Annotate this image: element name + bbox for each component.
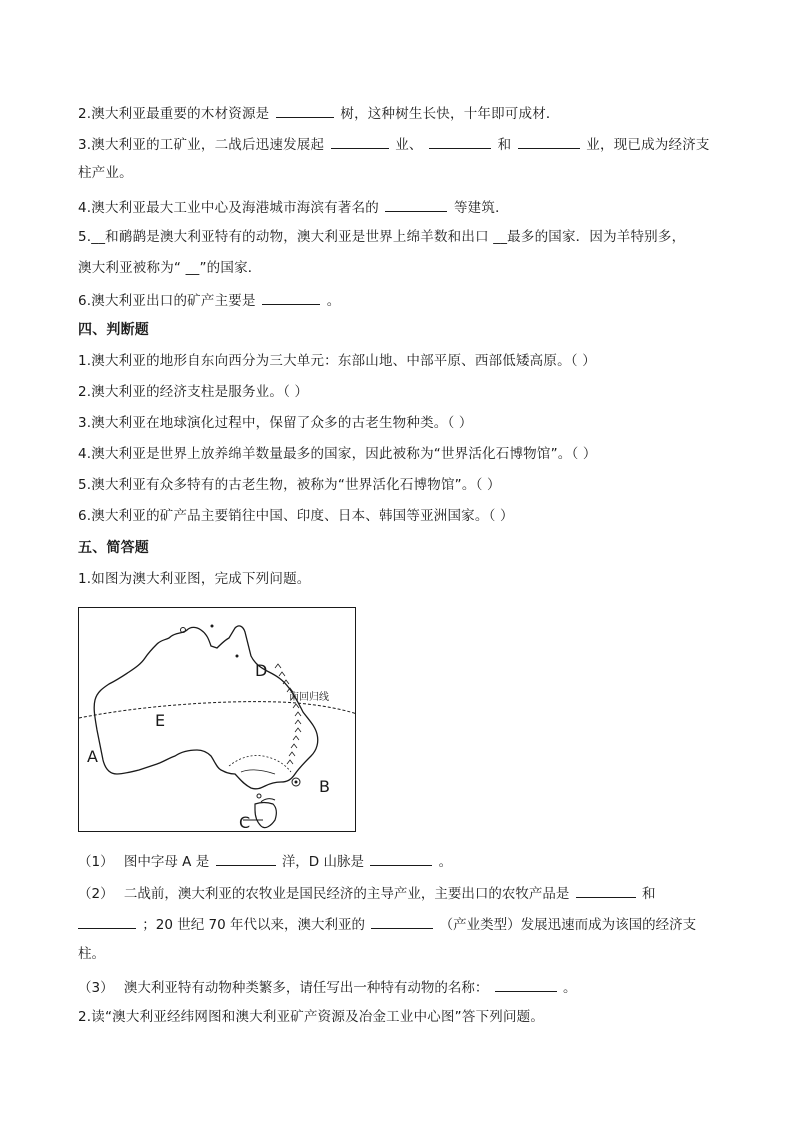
answer-blank[interactable] <box>262 290 320 305</box>
fill-q3-line2: 柱产业。 <box>78 165 133 181</box>
answer-blank[interactable] <box>276 103 334 118</box>
map-label-e: E <box>155 711 166 730</box>
short-q1-sub2: （2） 二战前，澳大利亚的农牧业是国民经济的主导产业，主要出口的农牧产品是 和 <box>78 883 655 903</box>
short-q1-sub2-line3: 柱。 <box>78 946 105 962</box>
judge-item-3: 3.澳大利亚在地球演化过程中，保留了众多的古老生物种类。（ ） <box>78 415 473 431</box>
answer-blank[interactable] <box>78 914 136 929</box>
basin-boundary <box>229 755 291 772</box>
island-icon <box>257 794 261 798</box>
fill-q6: 6.澳大利亚出口的矿产主要是 。 <box>78 290 340 310</box>
australia-map <box>78 607 356 832</box>
short-q1-intro: 1.如图为澳大利亚图，完成下列问题。 <box>78 571 311 587</box>
section-5-heading: 五、简答题 <box>78 540 149 556</box>
tropic-line <box>79 702 356 718</box>
answer-blank[interactable] <box>385 197 447 212</box>
short-q1-sub3: （3） 澳大利亚特有动物种类繁多，请任写出一种特有动物的名称： 。 <box>78 977 576 997</box>
fill-q4: 4.澳大利亚最大工业中心及海港城市海滨有著名的 等建筑． <box>78 197 509 217</box>
judge-item-2: 2.澳大利亚的经济支柱是服务业。（ ） <box>78 384 309 400</box>
map-label-b: B <box>319 777 330 796</box>
map-label-tropic: 南回归线 <box>289 692 329 703</box>
short-q1-sub2-line2: ；20 世纪 70 年代以来，澳大利亚的 （产业类型）发展迅速而成为该国的经济支 <box>78 914 696 934</box>
map-label-c: C <box>239 813 251 832</box>
answer-blank[interactable] <box>370 851 432 866</box>
fill-q5-line2: 澳大利亚被称为“ __”的国家． <box>78 260 262 276</box>
answer-blank[interactable] <box>495 977 557 992</box>
australia-map-svg <box>79 608 356 832</box>
island-icon <box>211 625 214 628</box>
answer-blank[interactable] <box>216 851 276 866</box>
judge-item-6: 6.澳大利亚的矿产品主要销往中国、印度、日本、韩国等亚洲国家。（ ） <box>78 508 514 524</box>
city-marker-dot <box>295 781 298 784</box>
section-4-heading: 四、判断题 <box>78 322 149 338</box>
short-q2-intro: 2.读“澳大利亚经纬网图和澳大利亚矿产资源及冶金工业中心图”答下列问题。 <box>78 1009 545 1025</box>
answer-blank[interactable] <box>518 134 580 149</box>
map-label-d: D <box>255 661 268 680</box>
answer-blank[interactable] <box>371 914 433 929</box>
fill-q3: 3.澳大利亚的工矿业，二战后迅速发展起 业、 和 业，现已成为经济支 <box>78 134 710 154</box>
answer-blank[interactable] <box>331 134 389 149</box>
mainland-outline <box>94 626 318 789</box>
judge-item-4: 4.澳大利亚是世界上放养绵羊数量最多的国家，因此被称为“世界活化石博物馆”。（ ） <box>78 446 597 462</box>
answer-blank[interactable] <box>429 134 491 149</box>
judge-item-5: 5.澳大利亚有众多特有的古老生物，被称为“世界活化石博物馆”。（ ） <box>78 477 501 493</box>
fill-q5: 5.__和鸸鹋是澳大利亚特有的动物，澳大利亚是世界上绵羊数和出口 __最多的国家．因为羊特别多， <box>78 229 686 245</box>
mountain-range-icon <box>275 664 301 764</box>
answer-blank[interactable] <box>576 883 636 898</box>
tasmania-detail <box>261 799 275 802</box>
short-q1-sub1: （1） 图中字母 A 是 洋，D 山脉是 。 <box>78 851 452 871</box>
tasmania-outline <box>255 803 276 828</box>
island-icon <box>236 655 239 658</box>
river-line <box>241 770 275 774</box>
fill-q2: 2.澳大利亚最重要的木材资源是 树，这种树生长快，十年即可成材． <box>78 103 560 123</box>
map-label-a: A <box>87 747 98 766</box>
judge-item-1: 1.澳大利亚的地形自东向西分为三大单元：东部山地、中部平原、西部低矮高原。（ ） <box>78 353 596 369</box>
